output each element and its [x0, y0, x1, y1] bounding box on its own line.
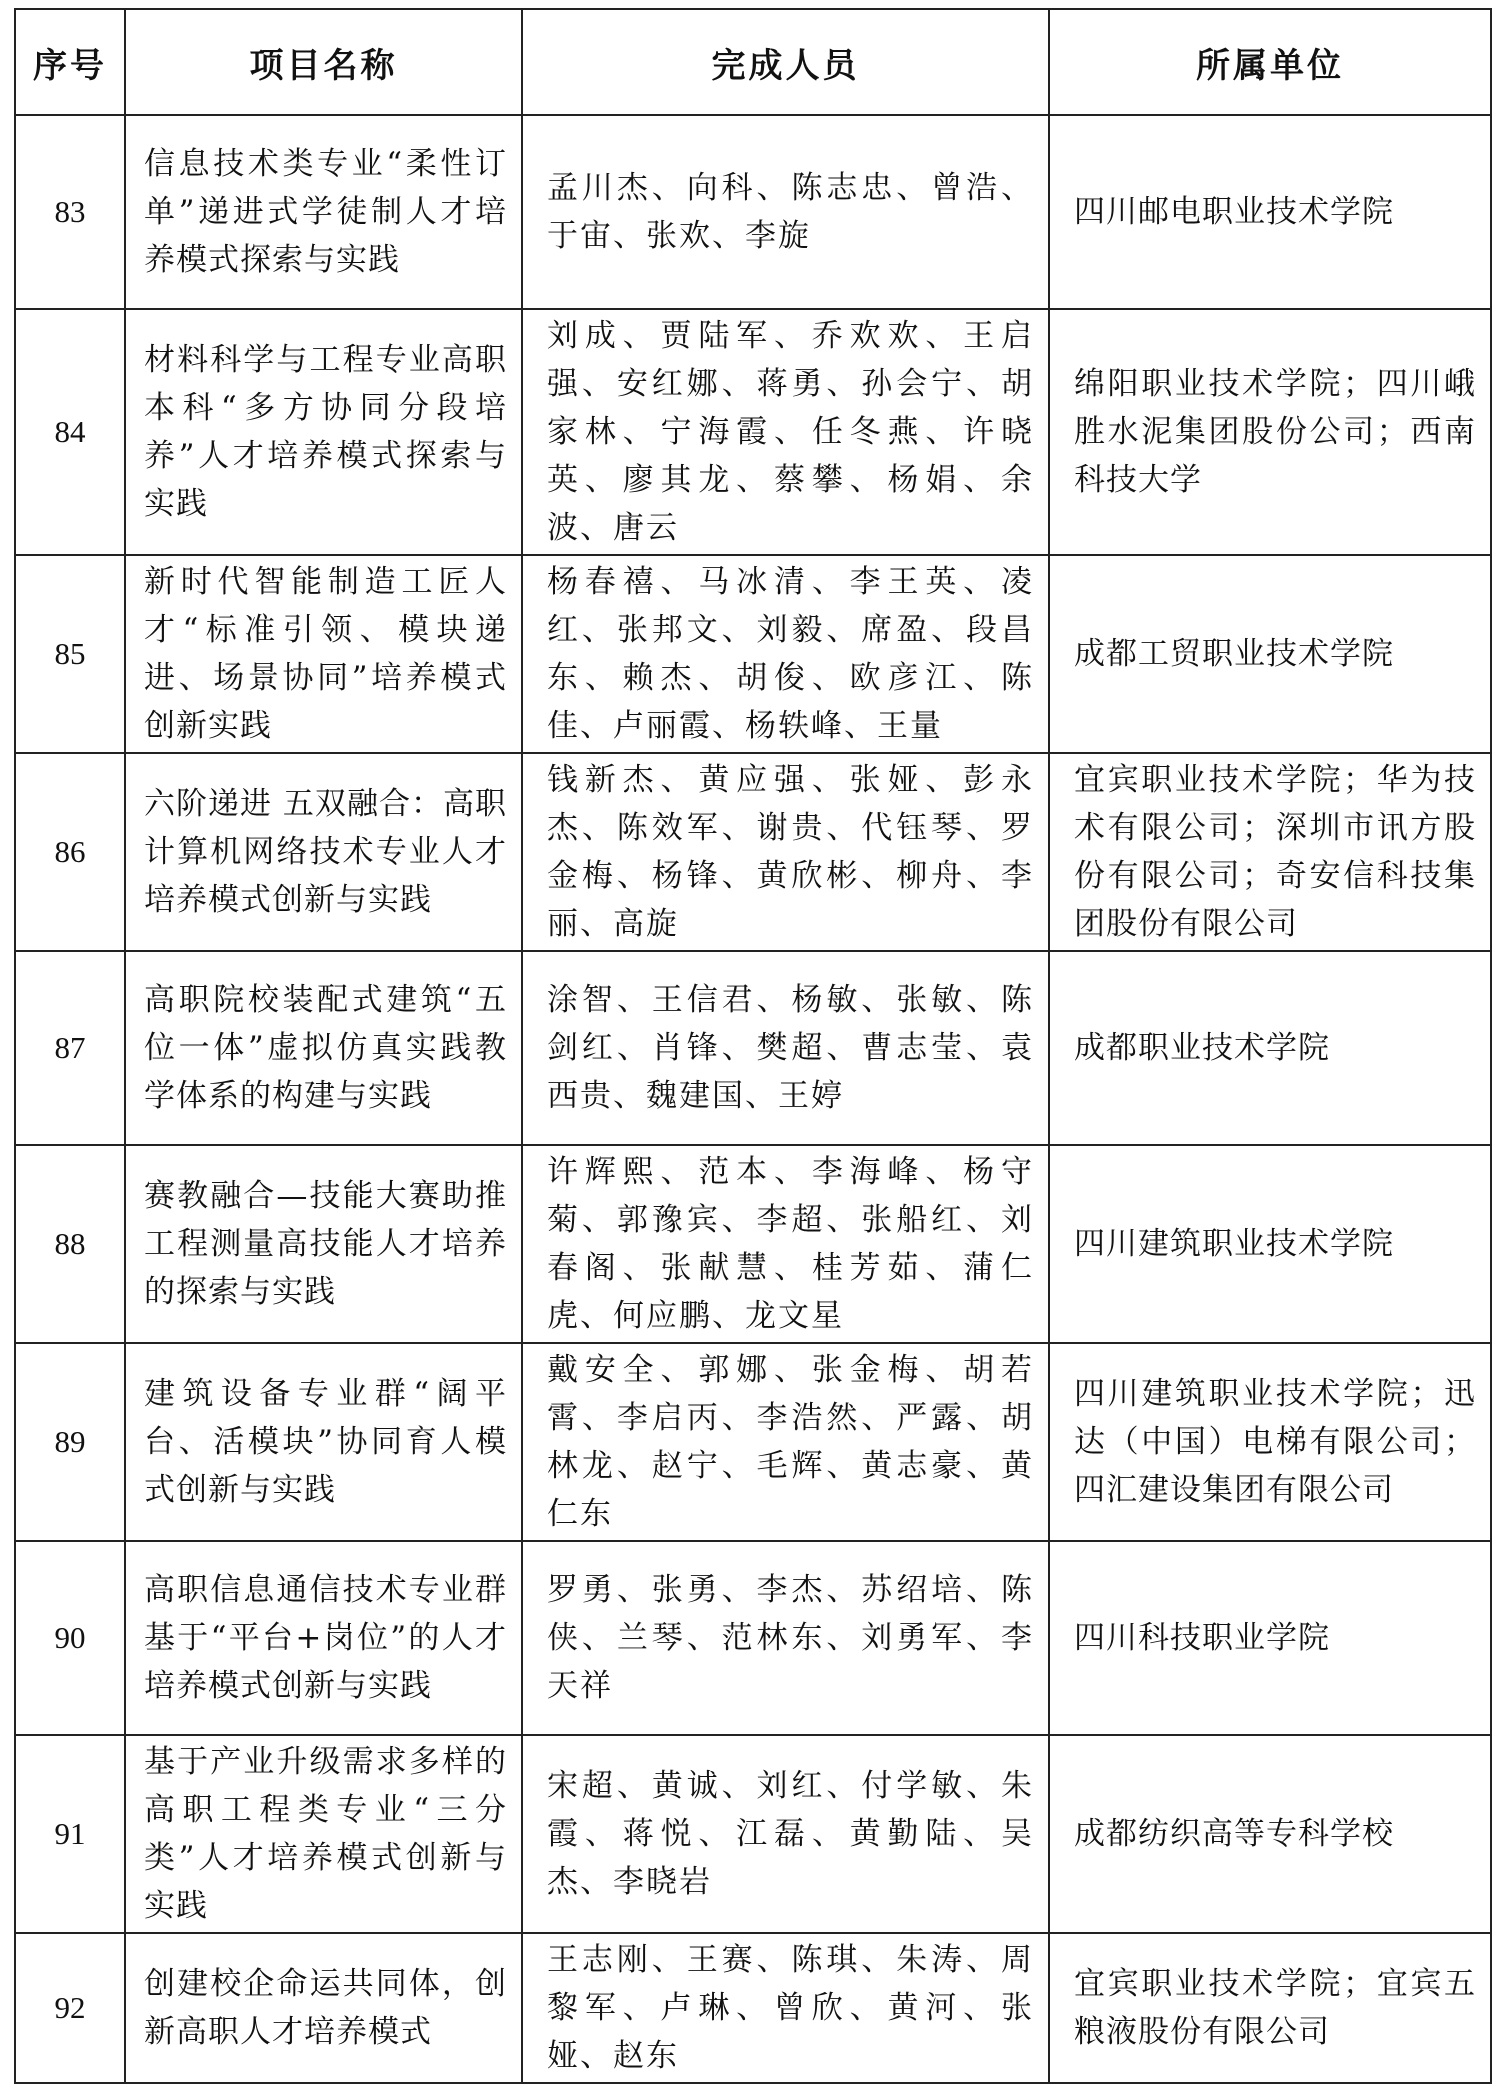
cell-no: 84 — [15, 309, 125, 555]
table-row — [15, 1145, 1491, 1343]
cell-members: 戴安全、郭娜、张金梅、胡若霄、李启丙、李浩然、严露、胡林龙、赵宁、毛辉、黄志豪、黄仁东 — [522, 1343, 1049, 1541]
cell-members: 许辉熙、范本、李海峰、杨守菊、郭豫宾、李超、张船红、刘春阁、张献慧、桂芳茹、蒲仁虎、何应鹏、龙文星 — [522, 1145, 1049, 1343]
cell-members: 钱新杰、黄应强、张娅、彭永杰、陈效军、谢贵、代钰琴、罗金梅、杨锋、黄欣彬、柳舟、李丽、高旋 — [522, 753, 1049, 951]
cell-title: 六阶递进 五双融合：高职计算机网络技术专业人才培养模式创新与实践 — [125, 753, 522, 951]
cell-units: 宜宾职业技术学院；华为技术有限公司；深圳市讯方股份有限公司；奇安信科技集团股份有限公司 — [1049, 753, 1491, 951]
cell-title: 材料科学与工程专业高职本科“多方协同分段培养”人才培养模式探索与实践 — [125, 309, 522, 555]
table-row — [15, 1343, 1491, 1541]
header-no: 序号 — [15, 9, 125, 115]
cell-units: 成都纺织高等专科学校 — [1049, 1735, 1491, 1933]
cell-no: 83 — [15, 115, 125, 309]
cell-units: 成都工贸职业技术学院 — [1049, 555, 1491, 753]
table-header-row — [15, 9, 1491, 115]
cell-units: 四川邮电职业技术学院 — [1049, 115, 1491, 309]
cell-units: 宜宾职业技术学院；宜宾五粮液股份有限公司 — [1049, 1933, 1491, 2083]
cell-members: 涂智、王信君、杨敏、张敏、陈剑红、肖锋、樊超、曹志莹、袁西贵、魏建国、王婷 — [522, 951, 1049, 1145]
cell-members: 孟川杰、向科、陈志忠、曾浩、于宙、张欢、李旋 — [522, 115, 1049, 309]
cell-no: 90 — [15, 1541, 125, 1735]
cell-no: 89 — [15, 1343, 125, 1541]
cell-title: 信息技术类专业“柔性订单”递进式学徒制人才培养模式探索与实践 — [125, 115, 522, 309]
table-row — [15, 1735, 1491, 1933]
cell-units: 四川科技职业学院 — [1049, 1541, 1491, 1735]
table-row — [15, 1541, 1491, 1735]
cell-members: 罗勇、张勇、李杰、苏绍培、陈侠、兰琴、范林东、刘勇军、李天祥 — [522, 1541, 1049, 1735]
table-row — [15, 309, 1491, 555]
cell-no: 85 — [15, 555, 125, 753]
table-row — [15, 753, 1491, 951]
cell-no: 91 — [15, 1735, 125, 1933]
cell-no: 87 — [15, 951, 125, 1145]
table-row — [15, 951, 1491, 1145]
cell-units: 绵阳职业技术学院；四川峨胜水泥集团股份公司；西南科技大学 — [1049, 309, 1491, 555]
cell-no: 86 — [15, 753, 125, 951]
cell-title: 新时代智能制造工匠人才“标准引领、模块递进、场景协同”培养模式创新实践 — [125, 555, 522, 753]
cell-members: 刘成、贾陆军、乔欢欢、王启强、安红娜、蒋勇、孙会宁、胡家林、宁海霞、任冬燕、许晓英、廖其龙、蔡攀、杨娟、余波、唐云 — [522, 309, 1049, 555]
table-row — [15, 115, 1491, 309]
header-units: 所属单位 — [1049, 9, 1491, 115]
table-row — [15, 1933, 1491, 2083]
cell-title: 创建校企命运共同体，创新高职人才培养模式 — [125, 1933, 522, 2083]
cell-title: 基于产业升级需求多样的高职工程类专业“三分类”人才培养模式创新与实践 — [125, 1735, 522, 1933]
cell-units: 四川建筑职业技术学院；迅达（中国）电梯有限公司；四汇建设集团有限公司 — [1049, 1343, 1491, 1541]
cell-title: 建筑设备专业群“阔平台、活模块”协同育人模式创新与实践 — [125, 1343, 522, 1541]
cell-no: 92 — [15, 1933, 125, 2083]
cell-units: 成都职业技术学院 — [1049, 951, 1491, 1145]
header-members: 完成人员 — [522, 9, 1049, 115]
cell-members: 王志刚、王赛、陈琪、朱涛、周黎军、卢琳、曾欣、黄河、张娅、赵东 — [522, 1933, 1049, 2083]
cell-units: 四川建筑职业技术学院 — [1049, 1145, 1491, 1343]
cell-members: 杨春禧、马冰清、李王英、凌红、张邦文、刘毅、席盈、段昌东、赖杰、胡俊、欧彦江、陈佳、卢丽霞、杨轶峰、王量 — [522, 555, 1049, 753]
cell-title: 高职院校装配式建筑“五位一体”虚拟仿真实践教学体系的构建与实践 — [125, 951, 522, 1145]
cell-members: 宋超、黄诚、刘红、付学敏、朱霞、蒋悦、江磊、黄勤陆、吴杰、李晓岩 — [522, 1735, 1049, 1933]
cell-no: 88 — [15, 1145, 125, 1343]
header-title: 项目名称 — [125, 9, 522, 115]
table-row — [15, 555, 1491, 753]
award-table — [14, 8, 1492, 2084]
cell-title: 高职信息通信技术专业群基于“平台+岗位”的人才培养模式创新与实践 — [125, 1541, 522, 1735]
cell-title: 赛教融合—技能大赛助推工程测量高技能人才培养的探索与实践 — [125, 1145, 522, 1343]
